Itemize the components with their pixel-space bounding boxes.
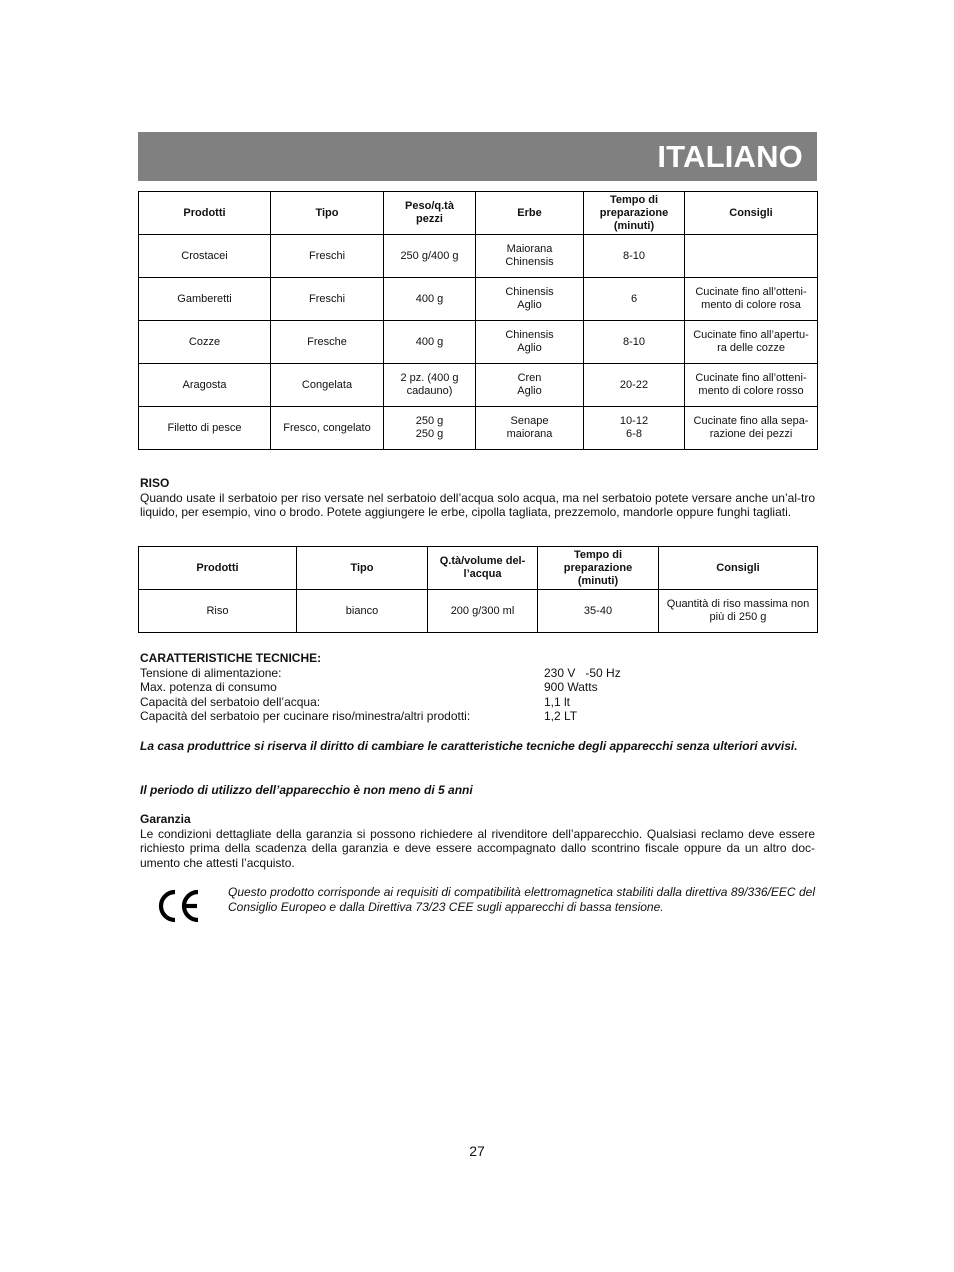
table-cell: Senape maiorana: [476, 407, 584, 450]
table-cell: Freschi: [271, 278, 384, 321]
table-cell: Maiorana Chinensis: [476, 235, 584, 278]
garanzia-paragraph: Le condizioni dettagliate della garanzia si possono richiedere al rivenditore dell’apparecchio. Qualsiasi reclamo deve essere richiesto prima della scadenza della garanzia e deve essere accompagnato dallo scontrino fiscale oppure da un altro doc-umento che attesti l’acquisto.: [140, 826, 815, 870]
table-row: [139, 590, 818, 633]
column-header: Consigli: [659, 547, 818, 590]
table-cell: Cucinate fino alla sepa- razione dei pezzi: [685, 407, 818, 450]
column-header: Q.tà/volume del- l’acqua: [428, 547, 538, 590]
table-cell: Freschi: [271, 235, 384, 278]
table-cell: 10-12 6-8: [584, 407, 685, 450]
table-cell: 200 g/300 ml: [428, 590, 538, 633]
spec-row: [140, 695, 815, 710]
spec-row: [140, 666, 815, 681]
spec-value: 900 Watts: [544, 680, 598, 694]
table-cell: 250 g 250 g: [384, 407, 476, 450]
table-header-row: [139, 547, 818, 590]
table-cell: 20-22: [584, 364, 685, 407]
section-title: ITALIANO: [657, 138, 803, 174]
riso-paragraph: Quando usate il serbatoio per riso versate nel serbatoio dell’acqua solo acqua, ma nel serbatoio potete versare anche un’al-tro liquido, per esempio, vino o brodo. Potete aggiungere le erbe, cipolla tagliata, prezzemolo, mandorle oppure funghi tagliati.: [140, 490, 815, 519]
column-header: Prodotti: [139, 547, 297, 590]
table-cell: Cozze: [139, 321, 271, 364]
column-header: Peso/q.tà pezzi: [384, 192, 476, 235]
spec-label: Capacità del serbatoio per cucinare riso/minestra/altri prodotti:: [140, 709, 471, 723]
ce-mark-icon: [158, 889, 202, 923]
table-cell: Cucinate fino all’otteni- mento di colore rosso: [685, 364, 818, 407]
table-cell: Riso: [139, 590, 297, 633]
table-cell: Fresche: [271, 321, 384, 364]
table-cell: 2 pz. (400 g cadauno): [384, 364, 476, 407]
rice-cooking-table: [138, 546, 818, 633]
riso-section: [140, 476, 815, 520]
table-cell: Cren Aglio: [476, 364, 584, 407]
table-cell: 6: [584, 278, 685, 321]
specs-heading: CARATTERISTICHE TECNICHE:: [140, 651, 322, 665]
table-cell: 400 g: [384, 321, 476, 364]
manufacturer-notice: La casa produttrice si riserva il diritto di cambiare le caratteristiche tecniche degli apparecchi senza ulteriori avvisi.: [140, 739, 798, 753]
table-row: [139, 364, 818, 407]
table-row: [139, 235, 818, 278]
garanzia-section: [140, 812, 815, 870]
page-number: 27: [469, 1143, 485, 1159]
column-header: Prodotti: [139, 192, 271, 235]
spec-value: 1,2 LT: [544, 709, 578, 723]
spec-row: [140, 709, 815, 724]
specs-section: [140, 651, 815, 724]
table-cell: 400 g: [384, 278, 476, 321]
column-header: Tempo di preparazione (minuti): [538, 547, 659, 590]
ce-compliance-text: Questo prodotto corrisponde ai requisiti di compatibilità elettromagnetica stabiliti dalla direttiva 89/336/EEC del Consiglio Europeo e dalla Direttiva 73/23 CEE sugli apparecchi di bassa tensione.: [228, 885, 815, 914]
spec-label: Tensione di alimentazione:: [140, 665, 282, 680]
table-cell: 8-10: [584, 321, 685, 364]
table-cell: Chinensis Aglio: [476, 321, 584, 364]
riso-heading: RISO: [140, 476, 170, 490]
table-cell: [685, 235, 818, 278]
table-row: [139, 321, 818, 364]
spec-value: 230 V -50 Hz: [544, 665, 621, 680]
table-row: [139, 407, 818, 450]
table-cell: Cucinate fino all’apertu- ra delle cozze: [685, 321, 818, 364]
table-cell: Quantità di riso massima non più di 250 g: [659, 590, 818, 633]
seafood-cooking-table: [138, 191, 818, 450]
table-cell: Crostacei: [139, 235, 271, 278]
table-row: [139, 278, 818, 321]
garanzia-heading: Garanzia: [140, 812, 191, 826]
column-header: Erbe: [476, 192, 584, 235]
table-cell: Filetto di pesce: [139, 407, 271, 450]
table-cell: Aragosta: [139, 364, 271, 407]
service-life-notice: Il periodo di utilizzo dell’apparecchio è non meno di 5 anni: [140, 783, 473, 797]
section-header: [138, 132, 817, 181]
table-header-row: [139, 192, 818, 235]
column-header: Tipo: [271, 192, 384, 235]
spec-row: [140, 680, 815, 695]
spec-value: 1,1 lt: [544, 694, 571, 709]
table-cell: 35-40: [538, 590, 659, 633]
table-cell: Congelata: [271, 364, 384, 407]
table-cell: 8-10: [584, 235, 685, 278]
table-cell: Cucinate fino all’otteni- mento di colore rosa: [685, 278, 818, 321]
column-header: Consigli: [685, 192, 818, 235]
table-cell: bianco: [297, 590, 428, 633]
table-cell: Chinensis Aglio: [476, 278, 584, 321]
column-header: Tempo di preparazione (minuti): [584, 192, 685, 235]
spec-label: Capacità del serbatoio dell’acqua:: [140, 694, 321, 709]
table-cell: 250 g/400 g: [384, 235, 476, 278]
column-header: Tipo: [297, 547, 428, 590]
table-cell: Gamberetti: [139, 278, 271, 321]
spec-label: Max. potenza di consumo: [140, 680, 277, 694]
table-cell: Fresco, congelato: [271, 407, 384, 450]
